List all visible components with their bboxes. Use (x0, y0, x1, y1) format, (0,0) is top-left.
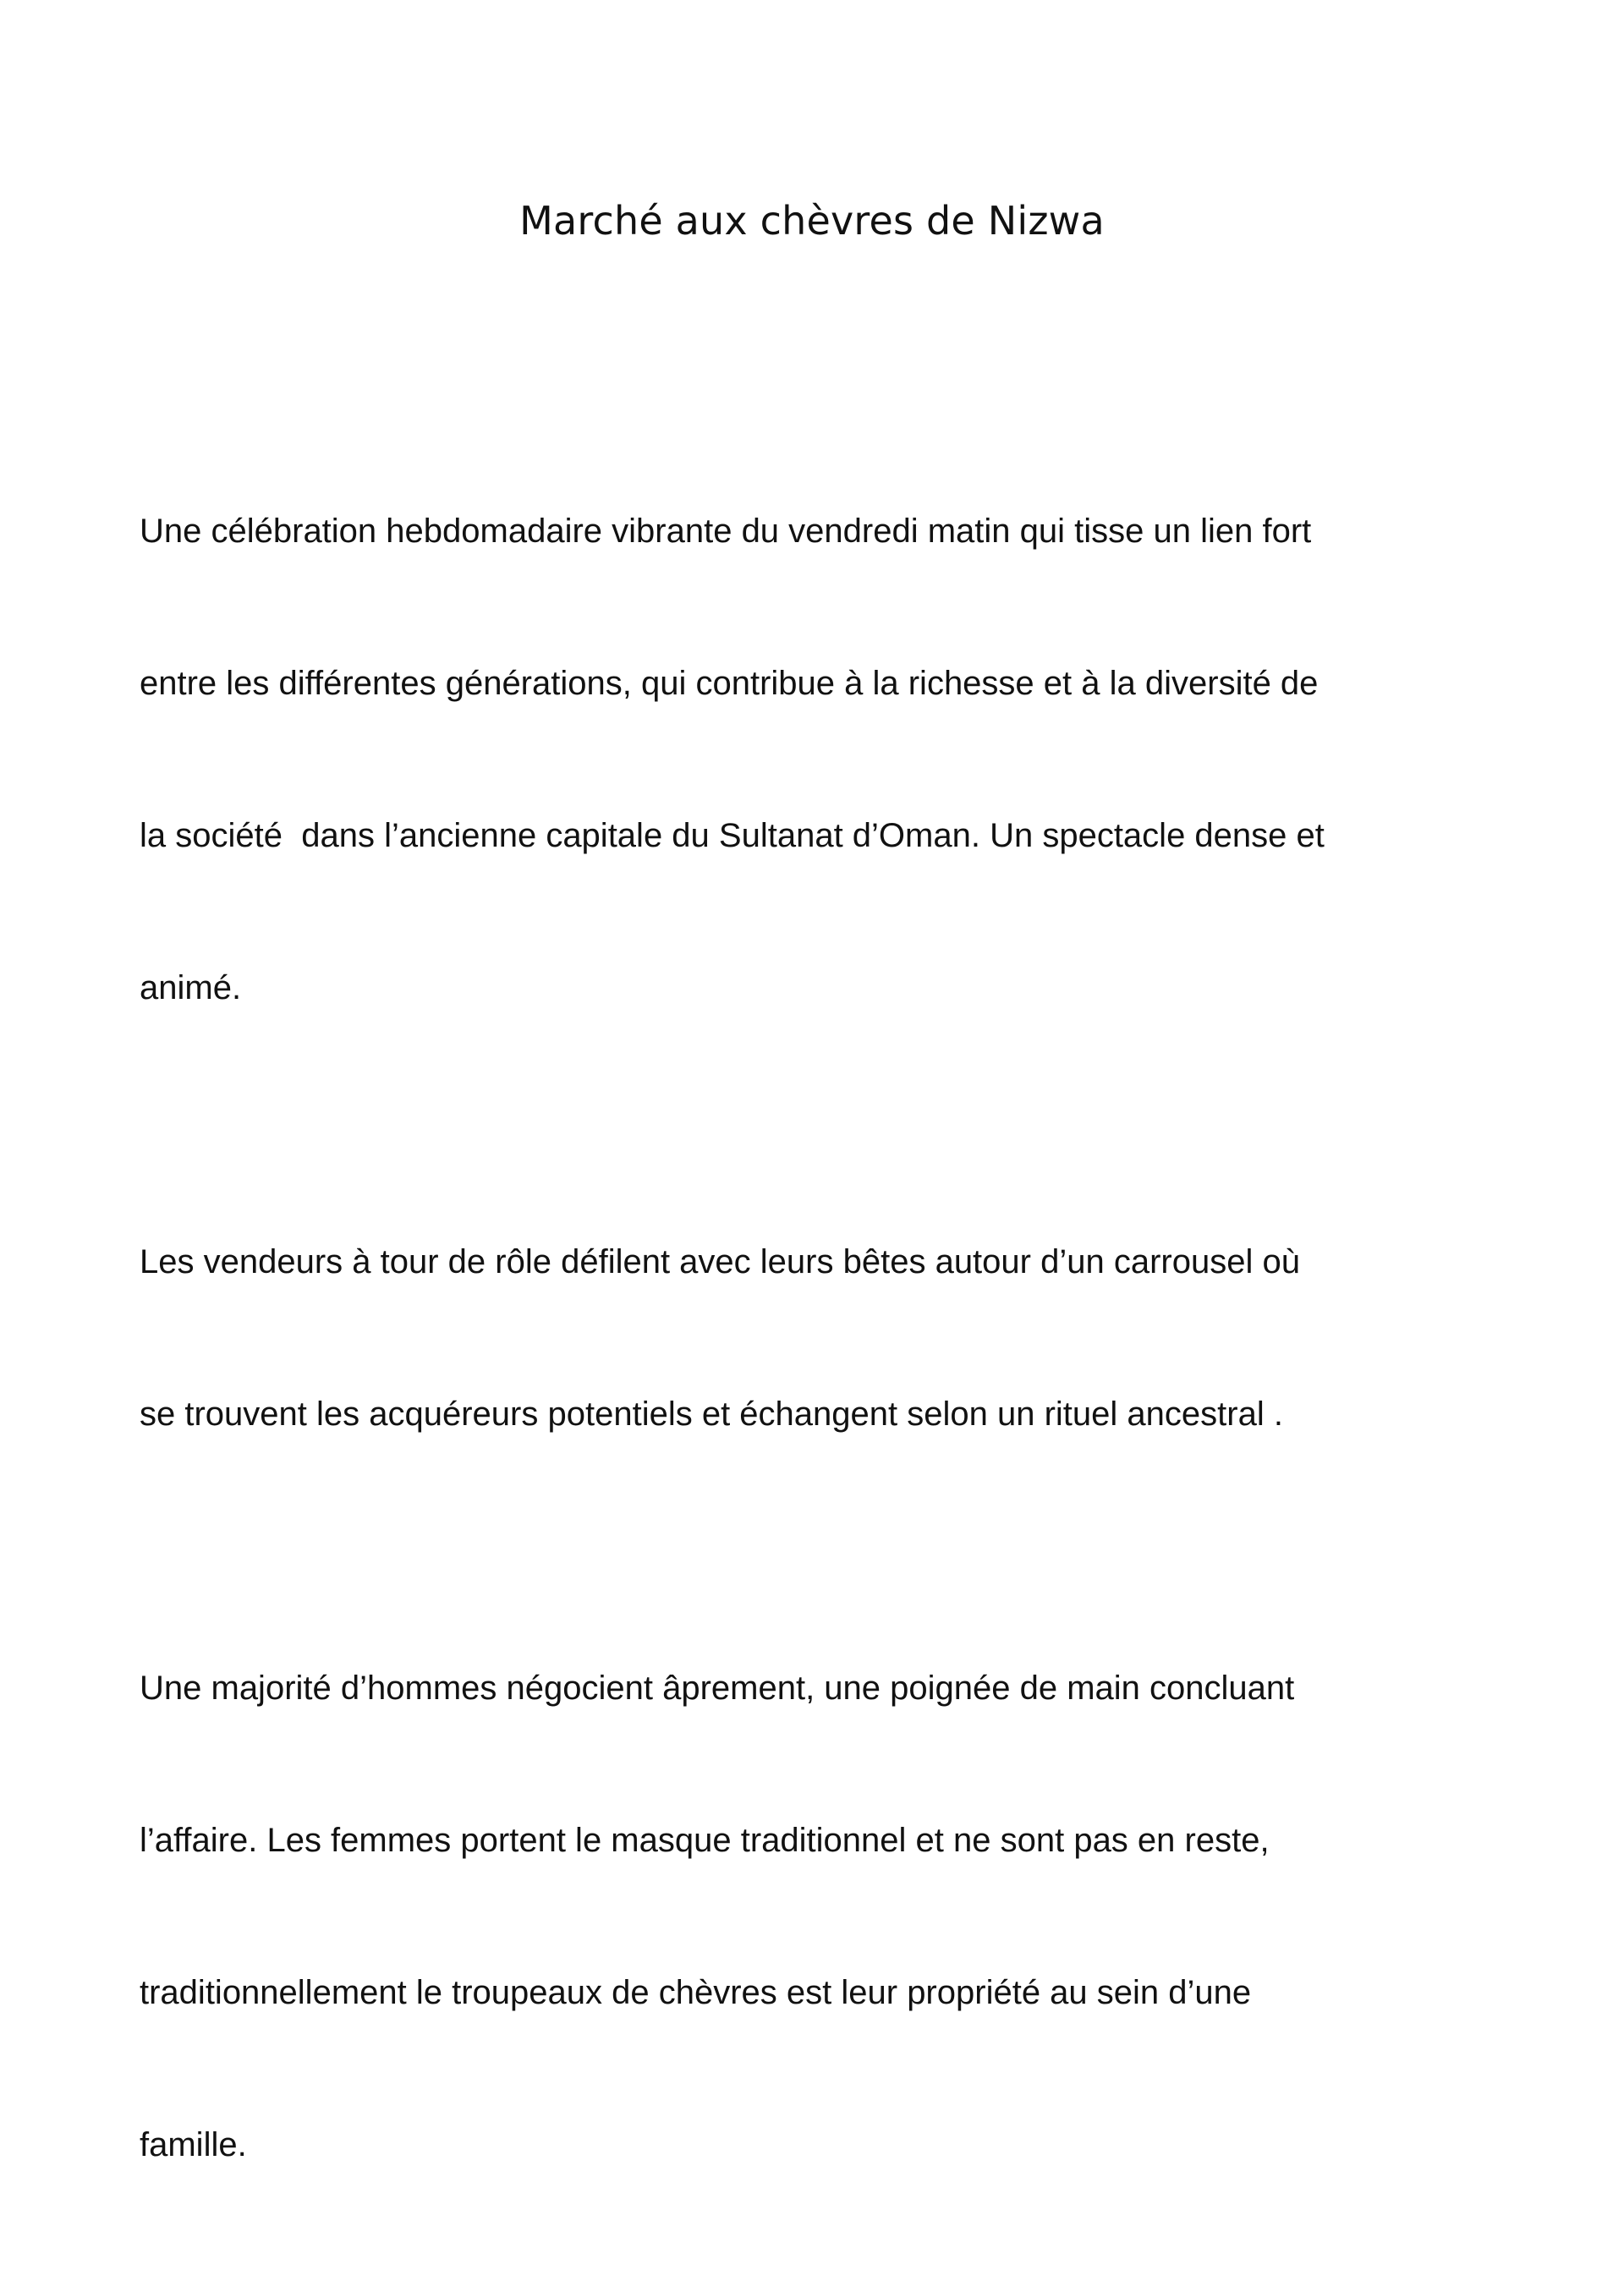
paragraph-1 (140, 404, 1527, 1115)
paragraph-line: la société dans l’ancienne capitale du Sultanat d’Oman. Un spectacle dense et (140, 817, 1325, 854)
paragraph-line: animé. (140, 969, 242, 1006)
document-title: Marché aux chèvres de Nizwa (519, 198, 1105, 244)
paragraph-line: l’affaire. Les femmes portent le masque traditionnel et ne sont pas en reste, (140, 1822, 1270, 1859)
paragraph-line: se trouvent les acquéreurs potentiels et échangent selon un rituel ancestral . (140, 1395, 1283, 1433)
paragraph-line: Les vendeurs à tour de rôle défilent avec leurs bêtes autour d’un carrousel où (140, 1243, 1300, 1280)
document-body (140, 404, 1527, 2292)
paragraph-line: famille. (140, 2126, 247, 2163)
paragraph-line: Une célébration hebdomadaire vibrante du vendredi matin qui tisse un lien fort (140, 513, 1312, 550)
paragraph-3 (140, 1561, 1527, 2272)
paragraph-line: Une majorité d’hommes négocient âprement, une poignée de main concluant (140, 1670, 1295, 1707)
paragraph-line: entre les différentes générations, qui contribue à la richesse et à la diversité de (140, 665, 1319, 702)
paragraph-line: traditionnellement le troupeaux de chèvres est leur propriété au sein d’une (140, 1974, 1252, 2011)
paragraph-2 (140, 1135, 1527, 1541)
